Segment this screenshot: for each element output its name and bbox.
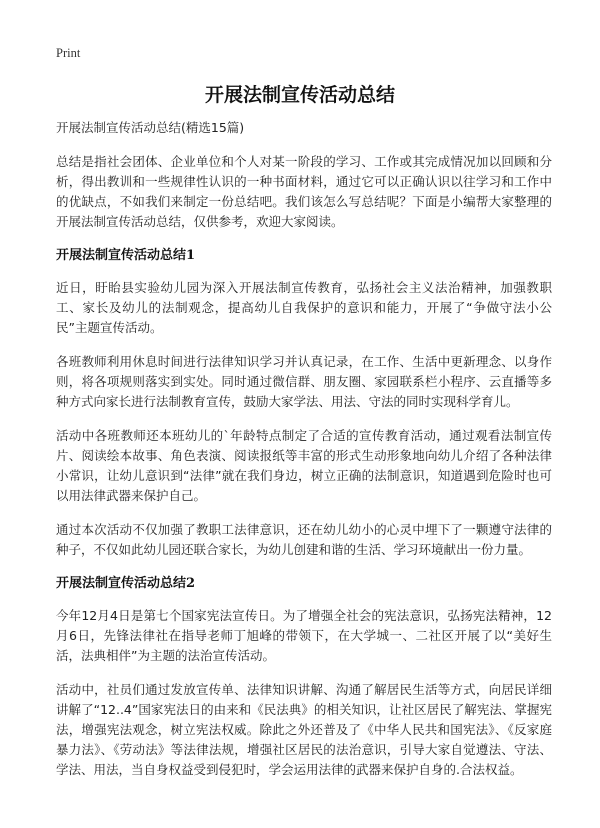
section-1	[56, 246, 552, 560]
section-1-paragraph-2: 各班教师利用休息时间进行法律知识学习并认真记录，在工作、生活中更新理念、以身作则，将各项规则落实到实处。同时通过微信群、朋友圈、家园联系栏小程序、云直播等多种方式向家长进行法制教育宣传，鼓励大家学法、用法、守法的同时实现科学育儿。	[56, 354, 552, 409]
intro-paragraph: 总结是指社会团体、企业单位和个人对某一阶段的学习、工作或其完成情况加以回顾和分析，得出教训和一些规律性认识的一种书面材料，通过它可以正确认识以往学习和工作中的优缺点，不如我们来制定一份总结吧。我们该怎么写总结呢？下面是小编帮大家整理的开展法制宣传活动总结，仅供参考，欢迎大家阅读。	[56, 154, 552, 229]
document-subtitle: 开展法制宣传活动总结(精选15篇)	[56, 120, 245, 135]
section-2-paragraph-2: 活动中，社员们通过发放宣传单、法律知识讲解、沟通了解居民生活等方式，向居民详细讲解了“12..4”国家宪法日的由来和《民法典》的相关知识，让社区居民了解宪法、掌握宪法，增强宪法观念，树立宪法权威。除此之外还普及了《中华人民共和国宪法》、《反家庭暴力法》、《劳动法》等法律法规，增强社区居民的法治意识，引导大家自觉遵法、守法、学法、用法，当自身权益受到侵犯时，学会运用法律的武器来保护自身的.合法权益。	[56, 682, 552, 777]
section-1-paragraph-4: 通过本次活动不仅加强了教职工法律意识，还在幼儿幼小的心灵中埋下了一颗遵守法律的种子，不仅如此幼儿园还联合家长，为幼儿创建和谐的生活、学习环境献出一份力量。	[56, 522, 552, 557]
section-1-paragraph-1: 近日，盱眙县实验幼儿园为深入开展法制宣传教育，弘扬社会主义法治精神，加强教职工、家长及幼儿的法制观念，提高幼儿自我保护的意识和能力，开展了“争做守法小公民”主题宣传活动。	[56, 280, 552, 335]
section-2	[56, 574, 552, 780]
section-1-paragraph-3: 活动中各班教师还本班幼儿的`年龄特点制定了合适的宣传教育活动，通过观看法制宣传片、阅读绘本故事、角色表演、阅读报纸等丰富的形式生动形象地向幼儿介绍了各种法律小常识，让幼儿意识到“法律”就在我们身边，树立正确的法制意识，知道遇到危险时也可以用法律武器来保护自己。	[56, 428, 552, 503]
print-link[interactable]: Print	[56, 46, 81, 60]
section-heading: 开展法制宣传活动总结1	[56, 248, 196, 263]
document-body	[56, 118, 552, 794]
section-heading: 开展法制宣传活动总结2	[56, 576, 196, 591]
page-title: 开展法制宣传活动总结	[204, 84, 395, 106]
section-2-paragraph-1: 今年12月4日是第七个国家宪法宣传日。为了增强全社会的宪法意识，弘扬宪法精神，12月6日，先锋法律社在指导老师丁旭峰的带领下，在大学城一、二社区开展了以“美好生活，法典相伴”为主题的法治宣传活动。	[56, 608, 552, 663]
